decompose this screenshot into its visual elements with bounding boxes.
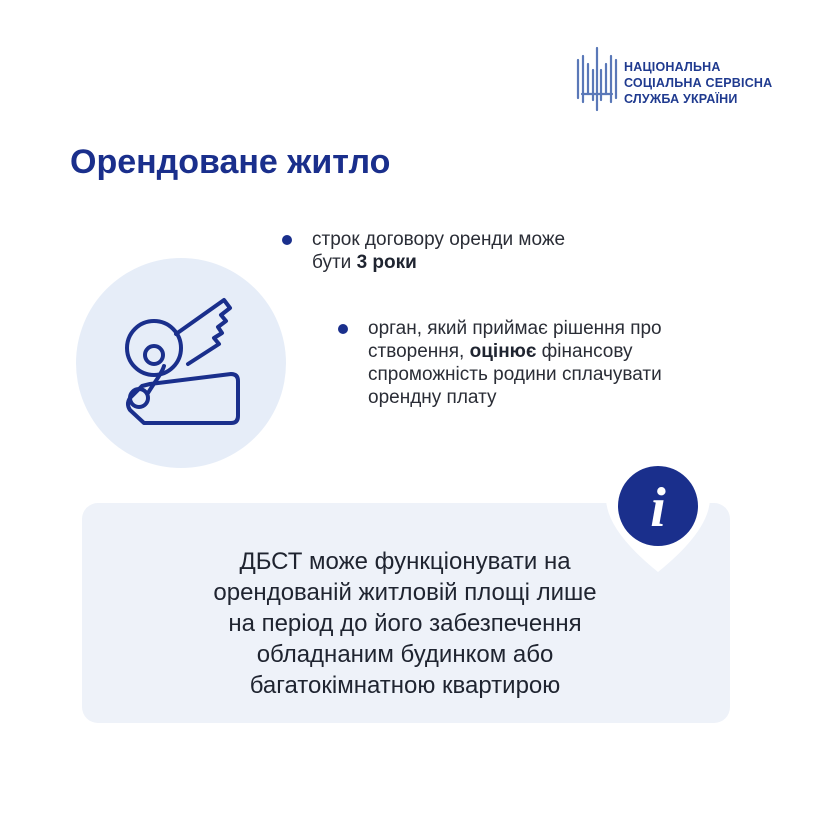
bullet-text xyxy=(312,228,565,274)
page-title: Орендоване житло xyxy=(70,143,391,181)
bullet-line: строк договору оренди може xyxy=(312,229,566,250)
logo xyxy=(576,44,786,114)
bullet-line: бути 3 роки xyxy=(312,252,417,273)
info-line: на період до його забезпечення xyxy=(228,610,582,637)
bullet-dot xyxy=(338,324,348,334)
trident-emblem-icon xyxy=(576,46,618,112)
bullet-item-financial-assessment xyxy=(338,317,748,413)
bullet-line: орган, який приймає рішення про xyxy=(368,318,662,339)
bullet-item-lease-term xyxy=(282,228,652,278)
key-illustration xyxy=(76,258,286,468)
info-glyph: i xyxy=(650,477,666,539)
bullet-emphasis: 3 роки xyxy=(356,252,417,273)
bullet-line: орендну плату xyxy=(368,387,497,408)
info-line: багатокімнатною квартирою xyxy=(249,672,561,699)
key-with-tag-icon xyxy=(76,258,286,468)
logo-line-2: СОЦІАЛЬНА СЕРВІСНА xyxy=(624,76,773,90)
bullet-dot xyxy=(282,235,292,245)
logo-line-3: СЛУЖБА УКРАЇНИ xyxy=(624,92,738,106)
info-line: обладнаним будинком або xyxy=(256,641,554,668)
info-line: орендованій житловій площі лише xyxy=(213,579,597,606)
info-line: ДБСТ може функціонувати на xyxy=(239,548,571,575)
bullet-line: створення, оцінює фінансову xyxy=(368,341,633,362)
bullet-emphasis: оцінює xyxy=(469,341,537,362)
info-text xyxy=(110,546,700,701)
bullet-text xyxy=(368,317,662,409)
logo-line-1: НАЦІОНАЛЬНА xyxy=(624,60,721,74)
bullet-line: спроможність родини сплачувати xyxy=(368,364,662,385)
logo-text xyxy=(624,59,772,107)
